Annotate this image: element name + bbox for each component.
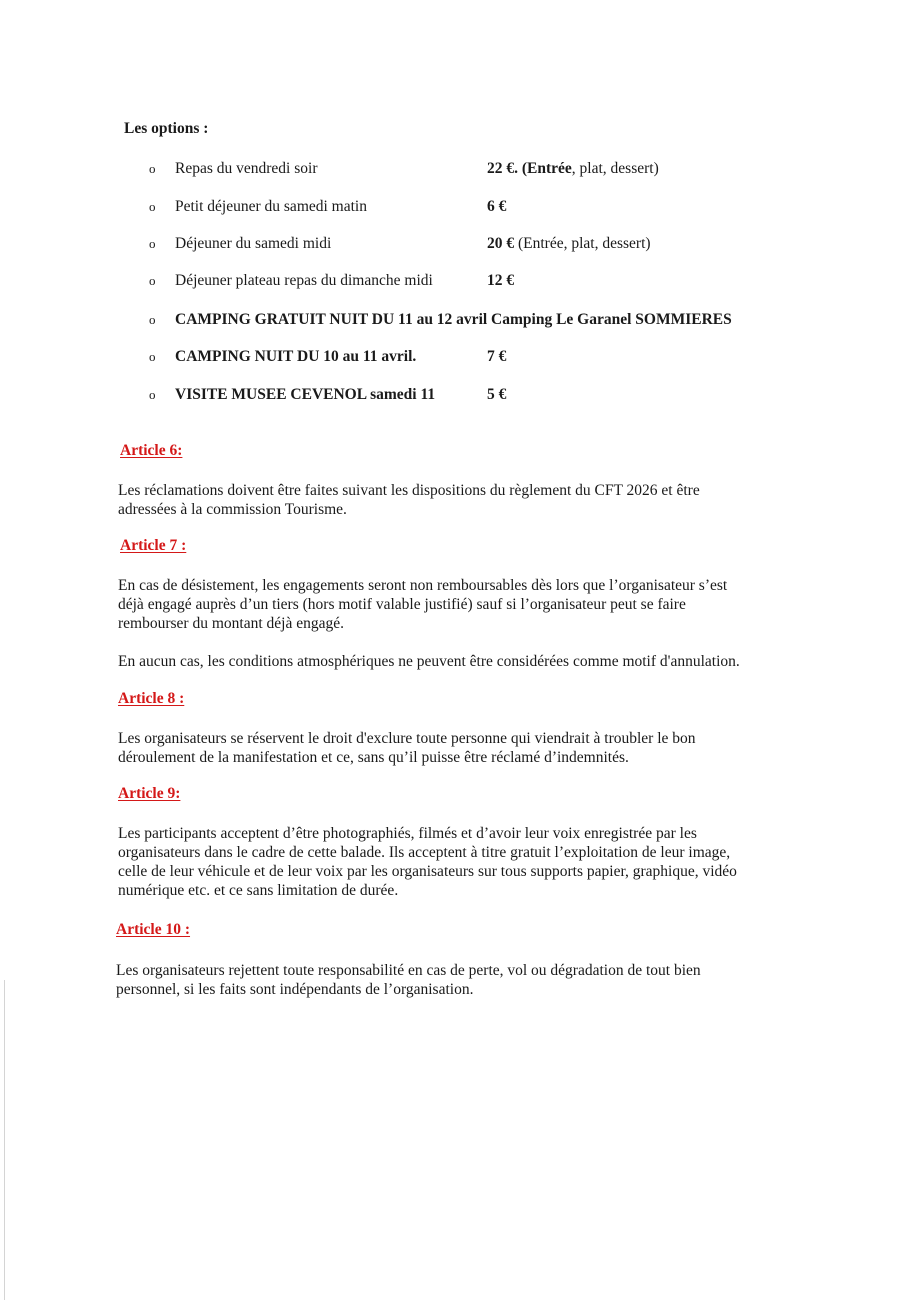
text-line: rembourser du montant déjà engagé. bbox=[118, 615, 344, 632]
article-7-paragraph bbox=[118, 576, 838, 633]
text-line: personnel, si les faits sont indépendants de l’organisation. bbox=[116, 981, 474, 998]
option-price-amount: 12 € bbox=[487, 272, 515, 289]
text-line: Les organisateurs se réservent le droit d'exclure toute personne qui viendrait à troubler le bon bbox=[118, 730, 696, 747]
option-label: CAMPING GRATUIT NUIT DU 11 au 12 avril Camping Le Garanel SOMMIERES bbox=[175, 311, 732, 328]
option-price bbox=[487, 348, 506, 366]
article-8-heading: Article 8 : bbox=[118, 690, 185, 707]
option-price-amount: 6 € bbox=[487, 198, 507, 215]
option-price-note: , plat, dessert) bbox=[571, 160, 659, 177]
option-label: Repas du vendredi soir bbox=[175, 160, 318, 177]
bullet-icon: o bbox=[149, 273, 156, 288]
option-label: Déjeuner du samedi midi bbox=[175, 235, 332, 252]
text-line: déroulement de la manifestation et ce, sans qu’il puisse être réclamé d’indemnités. bbox=[118, 749, 629, 766]
bullet-icon: o bbox=[149, 199, 156, 214]
option-label: Déjeuner plateau repas du dimanche midi bbox=[175, 272, 433, 289]
text-line: déjà engagé auprès d’un tiers (hors motif valable justifié) sauf si l’organisateur peut se faire bbox=[118, 596, 686, 613]
article-8-paragraph bbox=[118, 729, 838, 767]
article-7-paragraph-2 bbox=[118, 652, 838, 671]
text-line: organisateurs dans le cadre de cette balade. Ils acceptent à titre gratuit l’exploitation de leur image, bbox=[118, 844, 731, 861]
text-line: Les organisateurs rejettent toute responsabilité en cas de perte, vol ou dégradation de tout bien bbox=[116, 962, 701, 979]
bullet-icon: o bbox=[149, 349, 156, 364]
option-label: VISITE MUSEE CEVENOL samedi 11 bbox=[175, 386, 436, 403]
option-price-amount: 7 € bbox=[487, 348, 507, 365]
article-6-heading: Article 6: bbox=[120, 442, 183, 459]
text-line: celle de leur véhicule et de leur voix par les organisateurs sur tous supports papier, graphique, vidéo bbox=[118, 863, 737, 880]
text-line: Les réclamations doivent être faites suivant les dispositions du règlement du CFT 2026 et être bbox=[118, 482, 700, 499]
option-price bbox=[487, 235, 651, 253]
article-7-heading: Article 7 : bbox=[120, 537, 187, 554]
option-price-amount: 22 €. (Entrée bbox=[487, 160, 572, 177]
text-line: En cas de désistement, les engagements seront non remboursables dès lors que l’organisateur s’est bbox=[118, 577, 728, 594]
option-price bbox=[487, 198, 506, 216]
article-9-paragraph bbox=[118, 824, 838, 900]
article-10-heading: Article 10 : bbox=[116, 921, 191, 938]
option-price bbox=[487, 160, 659, 178]
option-price-amount: 20 € bbox=[487, 235, 515, 252]
option-price-note: (Entrée, plat, dessert) bbox=[514, 235, 651, 252]
option-price-amount: 5 € bbox=[487, 386, 507, 403]
article-10-paragraph bbox=[116, 961, 836, 999]
bullet-icon: o bbox=[149, 312, 156, 327]
option-label: Petit déjeuner du samedi matin bbox=[175, 198, 367, 215]
text-line: En aucun cas, les conditions atmosphériques ne peuvent être considérées comme motif d'annulation. bbox=[118, 653, 740, 670]
article-6-paragraph bbox=[118, 481, 838, 519]
bullet-icon: o bbox=[149, 236, 156, 251]
text-line: Les participants acceptent d’être photographiés, filmés et d’avoir leur voix enregistrée par les bbox=[118, 825, 697, 842]
text-line: adressées à la commission Tourisme. bbox=[118, 501, 347, 518]
bullet-icon: o bbox=[149, 161, 156, 176]
option-price bbox=[487, 386, 506, 404]
text-line: numérique etc. et ce sans limitation de durée. bbox=[118, 882, 399, 899]
article-9-heading: Article 9: bbox=[118, 785, 181, 802]
options-title: Les options : bbox=[124, 120, 209, 137]
option-label: CAMPING NUIT DU 10 au 11 avril. bbox=[175, 348, 417, 365]
bullet-icon: o bbox=[149, 387, 156, 402]
option-price bbox=[487, 272, 514, 290]
